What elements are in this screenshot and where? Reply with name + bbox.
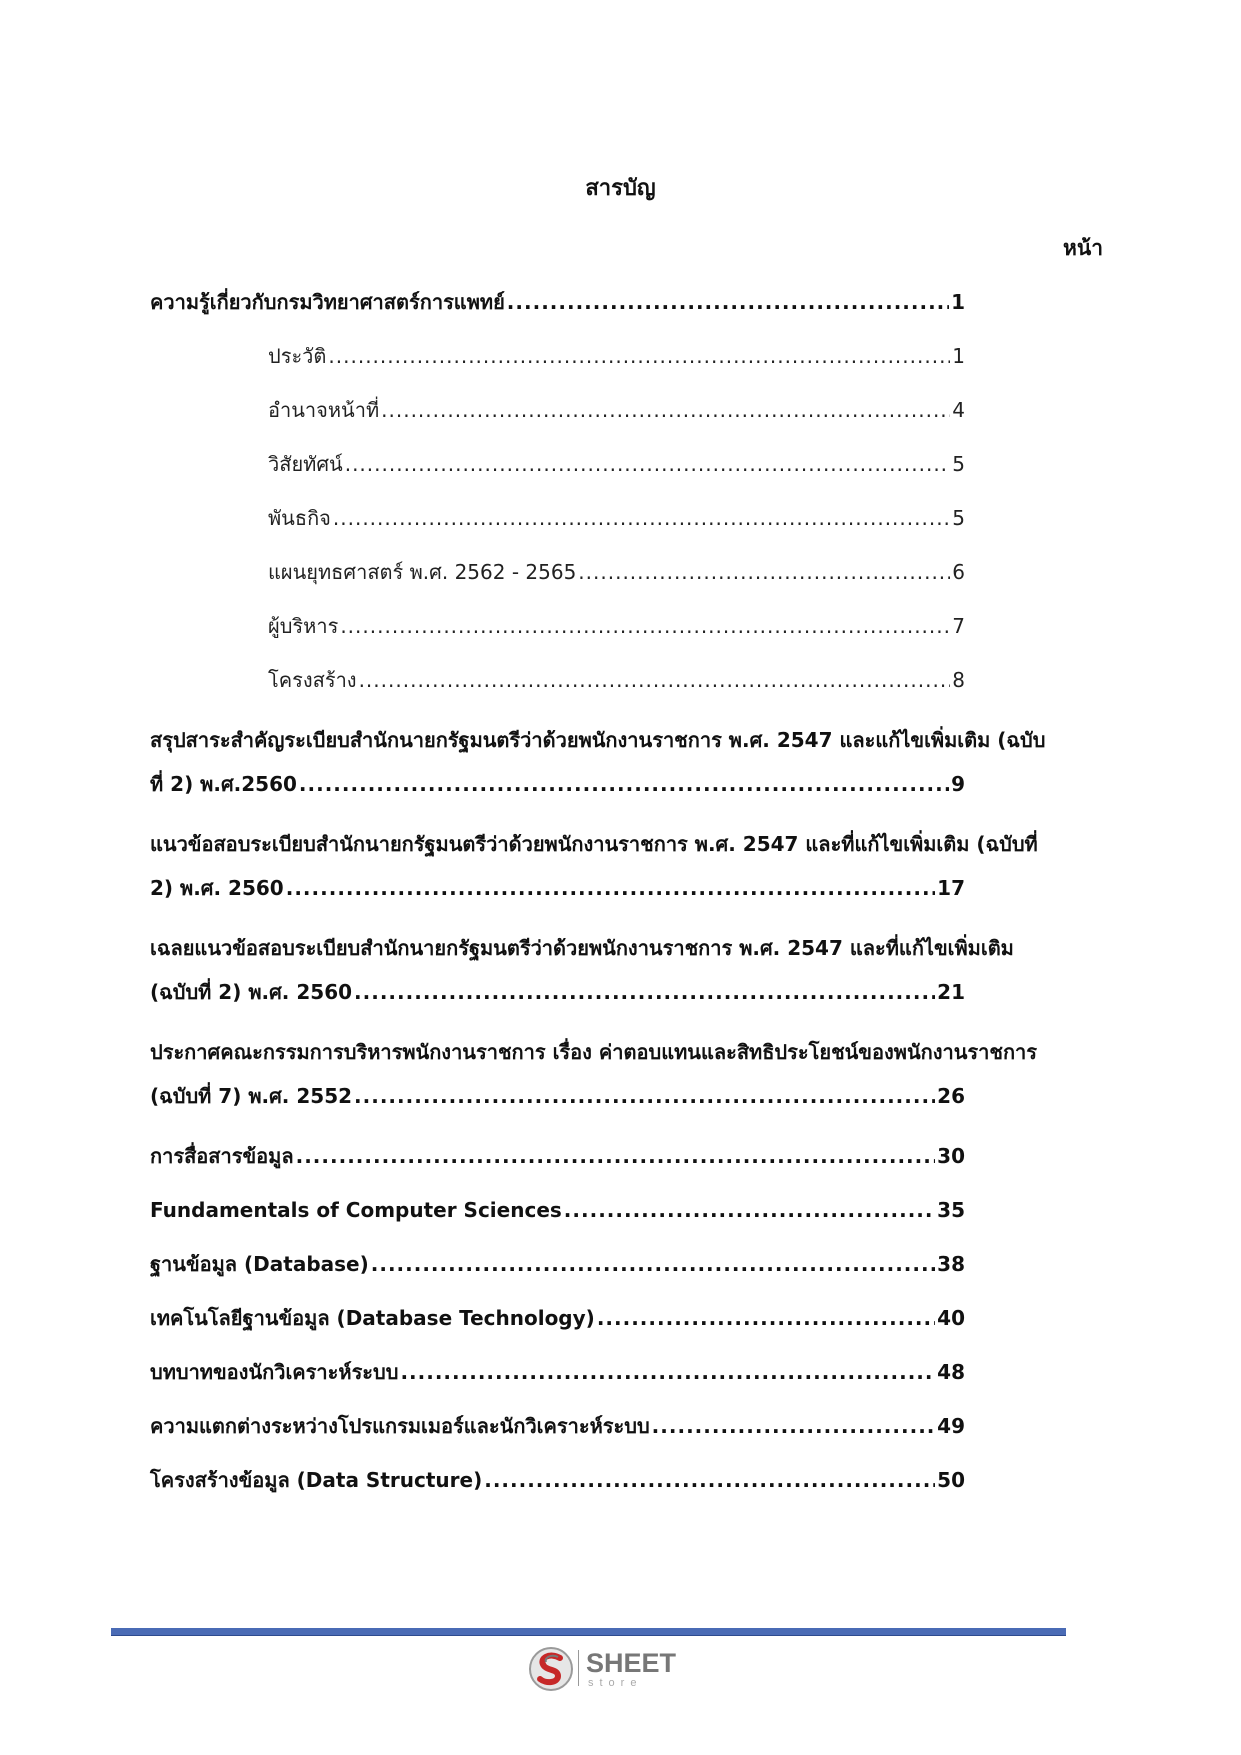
dot-leader [507,286,949,318]
toc-entry[interactable] [150,1464,1100,1496]
toc-entry[interactable] [150,1302,1100,1334]
toc-subentry[interactable] [150,502,1100,534]
toc-page-number: 17 [937,876,965,900]
toc-subentry[interactable] [150,556,1100,588]
dot-leader [328,340,950,372]
toc-entry-title-line1: ประกาศคณะกรรมการบริหารพนักงานราชการ เรื่อง ค่าตอบแทนและสิทธิประโยชน์ของพนักงานราชการ [150,1040,1038,1064]
toc-entry-title: ความรู้เกี่ยวกับกรมวิทยาศาสตร์การแพทย์ [150,290,505,314]
page-column-label: หน้า [1063,236,1103,260]
toc-entry-title: (ฉบับที่ 2) พ.ศ. 2560 [150,980,353,1004]
toc-page-number: 5 [952,506,965,530]
dot-leader [345,448,951,480]
toc-page-number: 35 [937,1198,965,1222]
toc-entry-title: Fundamentals of Computer Sciences [150,1198,562,1222]
toc-page-number: 26 [937,1084,965,1108]
toc-entry-title-line1: สรุปสาระสำคัญระเบียบสำนักนายกรัฐมนตรีว่าด้วยพนักงานราชการ พ.ศ. 2547 และแก้ไขเพิ่มเติม (ฉบับ [150,728,1046,752]
toc-entry[interactable] [150,286,1100,318]
dot-leader [286,872,935,904]
toc-entry[interactable] [150,932,1100,1008]
toc-entry[interactable] [150,828,1100,904]
toc-page-number: 40 [937,1306,965,1330]
dot-leader [484,1464,935,1496]
dot-leader [299,768,949,800]
toc-entry[interactable] [150,1140,1100,1172]
toc-subentry[interactable] [150,340,1100,372]
toc-page-number: 4 [952,398,965,422]
sheet-store-s-icon [528,1646,574,1692]
toc-entry-title: โครงสร้างข้อมูล (Data Structure) [150,1468,483,1492]
dot-leader [597,1302,935,1334]
footer-divider [111,1628,1066,1636]
sheet-store-logo [528,1646,688,1692]
toc-page-number: 50 [937,1468,965,1492]
logo-word: SHEET [586,1648,677,1678]
toc-page-number: 6 [952,560,965,584]
dot-leader [371,1248,935,1280]
toc-entry[interactable] [150,1194,1100,1226]
toc-page-number: 8 [952,668,965,692]
toc-page-number: 21 [937,980,965,1004]
toc-entry-title: (ฉบับที่ 7) พ.ศ. 2552 [150,1084,353,1108]
table-of-contents [150,286,1100,1496]
toc-page-number: 30 [937,1144,965,1168]
dot-leader [652,1410,935,1442]
toc-entry-title: ที่ 2) พ.ศ.2560 [150,772,297,796]
toc-entry-title: ฐานข้อมูล (Database) [150,1252,369,1276]
toc-entry-title: โครงสร้าง [268,668,357,692]
page-title: สารบัญ [585,176,656,201]
toc-subentry[interactable] [150,610,1100,642]
toc-page-number: 1 [952,344,965,368]
dot-leader [578,556,950,588]
dot-leader [564,1194,935,1226]
dot-leader [340,610,950,642]
toc-entry[interactable] [150,1248,1100,1280]
dot-leader [333,502,950,534]
dot-leader [400,1356,935,1388]
toc-page-number: 7 [952,614,965,638]
toc-subentry[interactable] [150,394,1100,426]
toc-page-number: 9 [951,772,965,796]
toc-entry-title: วิสัยทัศน์ [268,452,343,476]
toc-entry-title: พันธกิจ [268,506,331,530]
toc-page-number: 38 [937,1252,965,1276]
toc-entry[interactable] [150,1036,1100,1112]
toc-entry[interactable] [150,1356,1100,1388]
toc-entry-title: เทคโนโลยีฐานข้อมูล (Database Technology) [150,1306,595,1330]
dot-leader [354,976,935,1008]
toc-entry-title: อำนาจหน้าที่ [268,398,380,422]
toc-page-number: 1 [951,290,965,314]
dot-leader [354,1080,935,1112]
toc-page-number: 49 [937,1414,965,1438]
logo-separator [578,1650,579,1686]
toc-entry-title-line1: แนวข้อสอบระเบียบสำนักนายกรัฐมนตรีว่าด้วยพนักงานราชการ พ.ศ. 2547 และที่แก้ไขเพิ่มเติม (ฉบับที่ [150,832,1038,856]
toc-entry-title: ความแตกต่างระหว่างโปรแกรมเมอร์และนักวิเคราะห์ระบบ [150,1414,650,1438]
toc-entry-title: การสื่อสารข้อมูล [150,1144,294,1168]
toc-subentry[interactable] [150,448,1100,480]
toc-entry-title-line1: เฉลยแนวข้อสอบระเบียบสำนักนายกรัฐมนตรีว่าด้วยพนักงานราชการ พ.ศ. 2547 และที่แก้ไขเพิ่มเติม [150,936,1014,960]
toc-entry[interactable] [150,724,1100,800]
toc-entry-title: 2) พ.ศ. 2560 [150,876,284,900]
toc-entry[interactable] [150,1410,1100,1442]
toc-entry-title: บทบาทของนักวิเคราะห์ระบบ [150,1360,399,1384]
toc-entry-title: แผนยุทธศาสตร์ พ.ศ. 2562 - 2565 [268,560,577,584]
toc-page-number: 48 [937,1360,965,1384]
toc-page-number: 5 [952,452,965,476]
logo-subword: store [588,1677,643,1689]
dot-leader [381,394,950,426]
dot-leader [296,1140,936,1172]
toc-subentry[interactable] [150,664,1100,696]
toc-entry-title: ผู้บริหาร [268,614,339,638]
toc-entry-title: ประวัติ [268,344,327,368]
dot-leader [359,664,951,696]
